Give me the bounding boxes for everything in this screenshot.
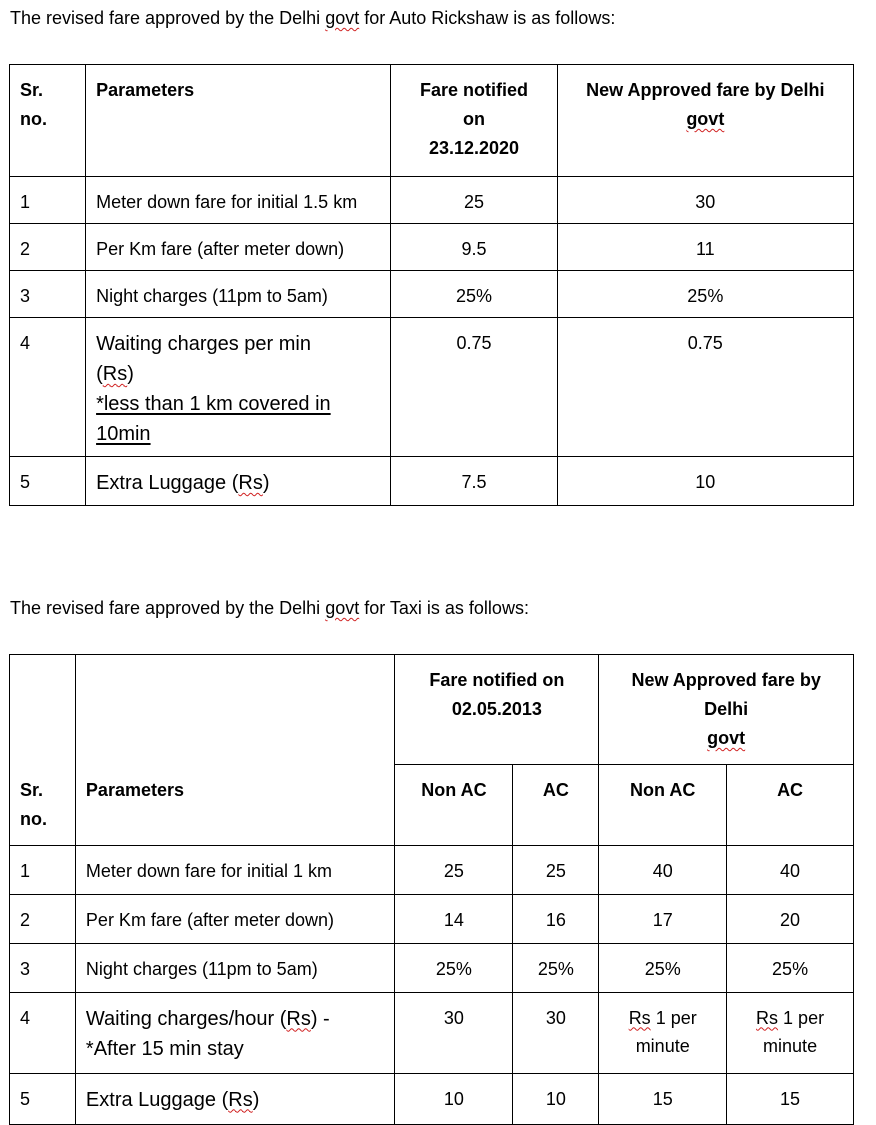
cell-sr: 4 [10,992,76,1073]
header-old-non-ac: Non AC [395,765,513,846]
auto-intro-text-end: for Auto Rickshaw is as follows: [359,8,616,28]
cell-new-ac: 40 [727,845,854,894]
table-row [10,992,854,1073]
cell-old-ac: 16 [513,894,599,943]
cell-old-non-ac: 25 [395,845,513,894]
cell-old-non-ac: 25% [395,943,513,992]
table-row [10,177,854,224]
header-fare-notified: Fare notified on 23.12.2020 [391,65,557,177]
cell-param: Night charges (11pm to 5am) [86,271,391,318]
header-sr-no: Sr. no. [10,65,86,177]
header-old-ac: AC [513,765,599,846]
cell-new-ac: 15 [727,1073,854,1124]
cell-old-non-ac: 30 [395,992,513,1073]
header-new-ac: AC [727,765,854,846]
cell-new-fare: 11 [557,224,853,271]
table-row [10,271,854,318]
header-new-non-ac: Non AC [599,765,727,846]
cell-old-non-ac: 10 [395,1073,513,1124]
header-blank-param [75,655,395,765]
cell-param: Waiting charges per min (Rs) *less than 1 km covered in 10min [86,318,391,457]
cell-param: Meter down fare for initial 1 km [75,845,395,894]
table-row [10,318,854,457]
table-row [10,845,854,894]
cell-new-ac: Rs 1 per minute [727,992,854,1073]
cell-param: Extra Luggage (Rs) [86,457,391,506]
auto-intro [10,8,615,29]
cell-old-fare: 9.5 [391,224,557,271]
table-row [10,1073,854,1124]
cell-old-fare: 7.5 [391,457,557,506]
cell-new-non-ac: 17 [599,894,727,943]
auto-intro-govt: govt [325,8,360,28]
header-sr-no: Sr. no. [10,765,76,846]
cell-param: Waiting charges/hour (Rs) - *After 15 min stay [75,992,395,1073]
cell-old-fare: 0.75 [391,318,557,457]
header-parameters: Parameters [75,765,395,846]
table-header-row [10,655,854,765]
cell-sr: 5 [10,457,86,506]
cell-param: Night charges (11pm to 5am) [75,943,395,992]
cell-sr: 4 [10,318,86,457]
table-row [10,943,854,992]
cell-old-fare: 25 [391,177,557,224]
cell-new-fare: 0.75 [557,318,853,457]
header-new-fare: New Approved fare by Delhi govt [599,655,854,765]
cell-param: Extra Luggage (Rs) [75,1073,395,1124]
cell-sr: 1 [10,177,86,224]
cell-new-fare: 10 [557,457,853,506]
cell-sr: 3 [10,943,76,992]
cell-new-non-ac: 25% [599,943,727,992]
table-header-row [10,765,854,846]
cell-sr: 2 [10,224,86,271]
cell-param: Per Km fare (after meter down) [86,224,391,271]
cell-old-ac: 25 [513,845,599,894]
auto-fare-table [9,64,854,506]
cell-sr: 3 [10,271,86,318]
cell-new-ac: 20 [727,894,854,943]
cell-new-non-ac: Rs 1 per minute [599,992,727,1073]
header-fare-notified: Fare notified on 02.05.2013 [395,655,599,765]
table-row [10,224,854,271]
header-new-fare: New Approved fare by Delhi govt [557,65,853,177]
taxi-intro-govt: govt [325,598,360,618]
cell-sr: 2 [10,894,76,943]
taxi-intro-text: The revised fare approved by the Delhi [10,598,326,618]
cell-old-ac: 10 [513,1073,599,1124]
cell-sr: 5 [10,1073,76,1124]
cell-new-fare: 25% [557,271,853,318]
taxi-intro [10,598,529,619]
table-header-row [10,65,854,177]
cell-old-ac: 25% [513,943,599,992]
cell-new-non-ac: 40 [599,845,727,894]
table-row [10,894,854,943]
cell-new-fare: 30 [557,177,853,224]
cell-param: Meter down fare for initial 1.5 km [86,177,391,224]
waiting-note: *less than 1 km covered in 10min [96,393,331,445]
header-parameters: Parameters [86,65,391,177]
cell-new-ac: 25% [727,943,854,992]
cell-param: Per Km fare (after meter down) [75,894,395,943]
cell-sr: 1 [10,845,76,894]
cell-old-non-ac: 14 [395,894,513,943]
cell-new-non-ac: 15 [599,1073,727,1124]
table-row [10,457,854,506]
taxi-intro-text-end: for Taxi is as follows: [359,598,529,618]
auto-intro-text: The revised fare approved by the Delhi [10,8,326,28]
header-blank-sr [10,655,76,765]
cell-old-ac: 30 [513,992,599,1073]
taxi-fare-table [9,654,854,1125]
cell-old-fare: 25% [391,271,557,318]
